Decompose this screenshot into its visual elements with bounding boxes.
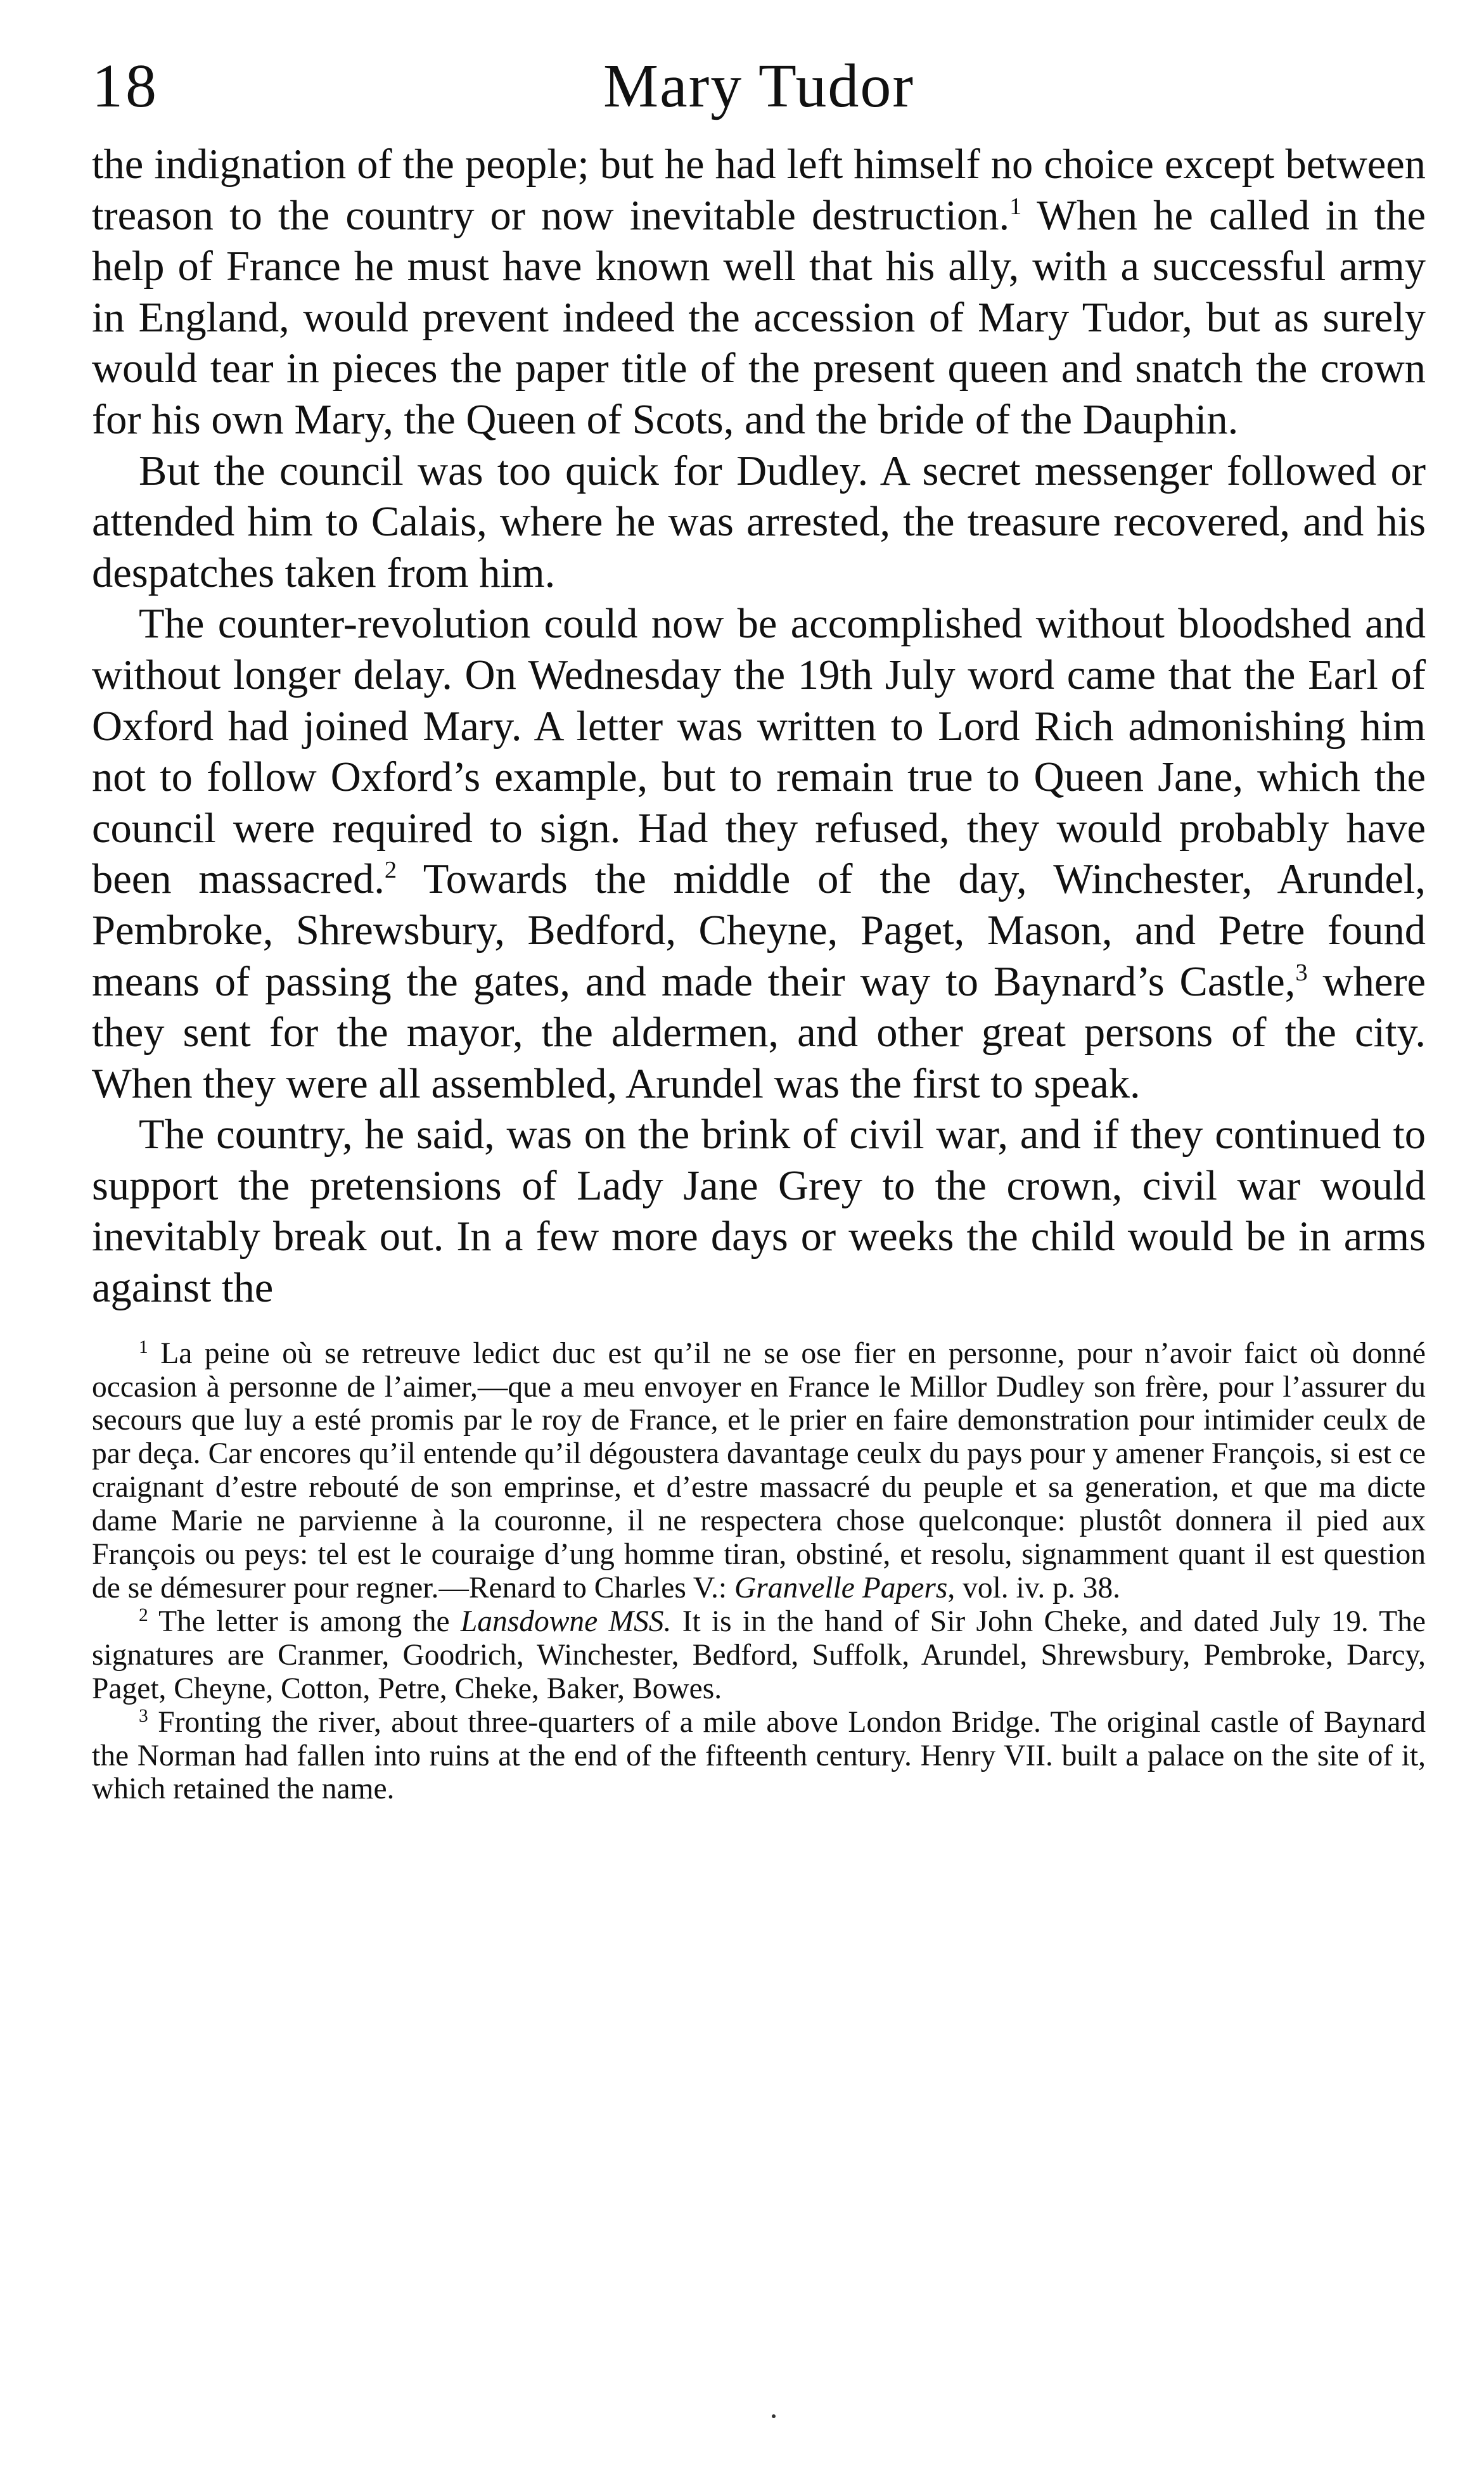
paragraph-text: The counter-revolution could now be accomplished without bloodshed and without longer delay. On Wednesday the 19th July word came that the Earl of Oxford had joined Mary. A letter was written to Lord Rich admonishing him not to follow Oxford’s example, but to remain true to Queen Jane, which the council were required to sign. Had they refused, they would probably have been massacred. <box>92 601 1426 903</box>
footnote-text: La peine où se retreuve ledict duc est qu’il ne se ose fier en personne, pour n’avoir faict où donné occasion à personne de l’aimer,—que a meu envoyer en France le Millor Dudley son frère, pour l’assurer du secours que luy a esté promis par le roy de France, et le prier en faire demonstration pour intimider ceulx de par deça. Car encores qu’il entende qu’il dégoustera davantage ceulx du pays pour y amener François, si est ce craignant d’estre rebouté de son emprinse, et d’estre massacré du peuple et sa generation, et que ma dicte dame Marie ne parvienne à la couronne, il ne respectera chose quelconque: plustôt donnera il pied aux François ou peys: tel est le couraige d’ung homme tiran, obstiné, et resolu, signamment quant il est question de se démesurer pour regner.—Renard to Charles V.: <box>92 1336 1426 1604</box>
running-title: Mary Tudor <box>603 52 915 120</box>
footnote-text: The letter is among the <box>148 1604 461 1638</box>
page-speck <box>772 2414 776 2418</box>
paragraph <box>92 599 1426 1110</box>
footnote <box>92 1605 1426 1706</box>
footnote-source: Granvelle Papers <box>734 1572 948 1604</box>
footnotes <box>92 1337 1426 1807</box>
paragraph-text: Towards the middle of the day, Winchester, Arundel, Pembroke, Shrewsbury, Bedford, Cheyne, Paget, Mason, and Petre found means of passing the gates, and made their way to Baynard’s Castle, <box>92 856 1426 1005</box>
footnote-text: , vol. iv. p. 38. <box>947 1572 1121 1604</box>
paragraph-text: But the council was too quick for Dudley. A secret messenger followed or attended him to Calais, where he was arrested, the treasure recovered, and his despatches taken from him. <box>92 447 1426 596</box>
footnote-mark: 1 <box>139 1336 148 1357</box>
footnote-text: Fronting the river, about three-quarters of a mile above London Bridge. The original castle of Baynard the Norman had fallen into ruins at the end of the fifteenth century. Henry VII. built a palace on the site of it, which retained the name. <box>92 1705 1426 1806</box>
footnote <box>92 1337 1426 1605</box>
running-head <box>92 38 1426 139</box>
paragraph-text: When he called in the help of France he must have known well that his ally, with a successful army in England, would prevent indeed the accession of Mary Tudor, but as surely would tear in pieces the paper title of the present queen and snatch the crown for his own Mary, the Queen of Scots, and the bride of the Dauphin. <box>92 192 1426 443</box>
footnote-ref: 3 <box>1295 959 1308 986</box>
footnote-source: Lansdowne MSS. <box>460 1604 672 1638</box>
footnote-text: It is in the hand of Sir John Cheke, and dated July 19. The signatures are Cranmer, Goodrich, Winchester, Bedford, Suffolk, Arundel, Shrewsbury, Pembroke, Darcy, Paget, Cheyne, Cotton, Petre, Cheke, Baker, Bowes. <box>92 1604 1426 1705</box>
footnote-ref: 2 <box>384 857 397 884</box>
paragraph <box>92 139 1426 446</box>
paragraph <box>92 1110 1426 1314</box>
paragraph <box>92 446 1426 599</box>
footnote <box>92 1706 1426 1807</box>
paragraph-text: where they sent for the mayor, the aldermen, and other great persons of the city. When they were all assembled, Arundel was the first to speak. <box>92 958 1426 1107</box>
paragraph-text: The country, he said, was on the brink of civil war, and if they continued to support the pretensions of Lady Jane Grey to the crown, civil war would inevitably break out. In a few more days or weeks the child would be in arms against the <box>92 1111 1426 1312</box>
paragraph-text: the indignation of the people; but he had left himself no choice except between treason to the country or now inevitable destruction. <box>92 141 1426 239</box>
footnote-mark: 3 <box>139 1705 148 1726</box>
page-number: 18 <box>92 52 159 120</box>
book-page <box>92 38 1426 1806</box>
main-text <box>92 139 1426 1314</box>
footnote-ref: 1 <box>1009 193 1022 220</box>
footnote-mark: 2 <box>139 1604 148 1625</box>
